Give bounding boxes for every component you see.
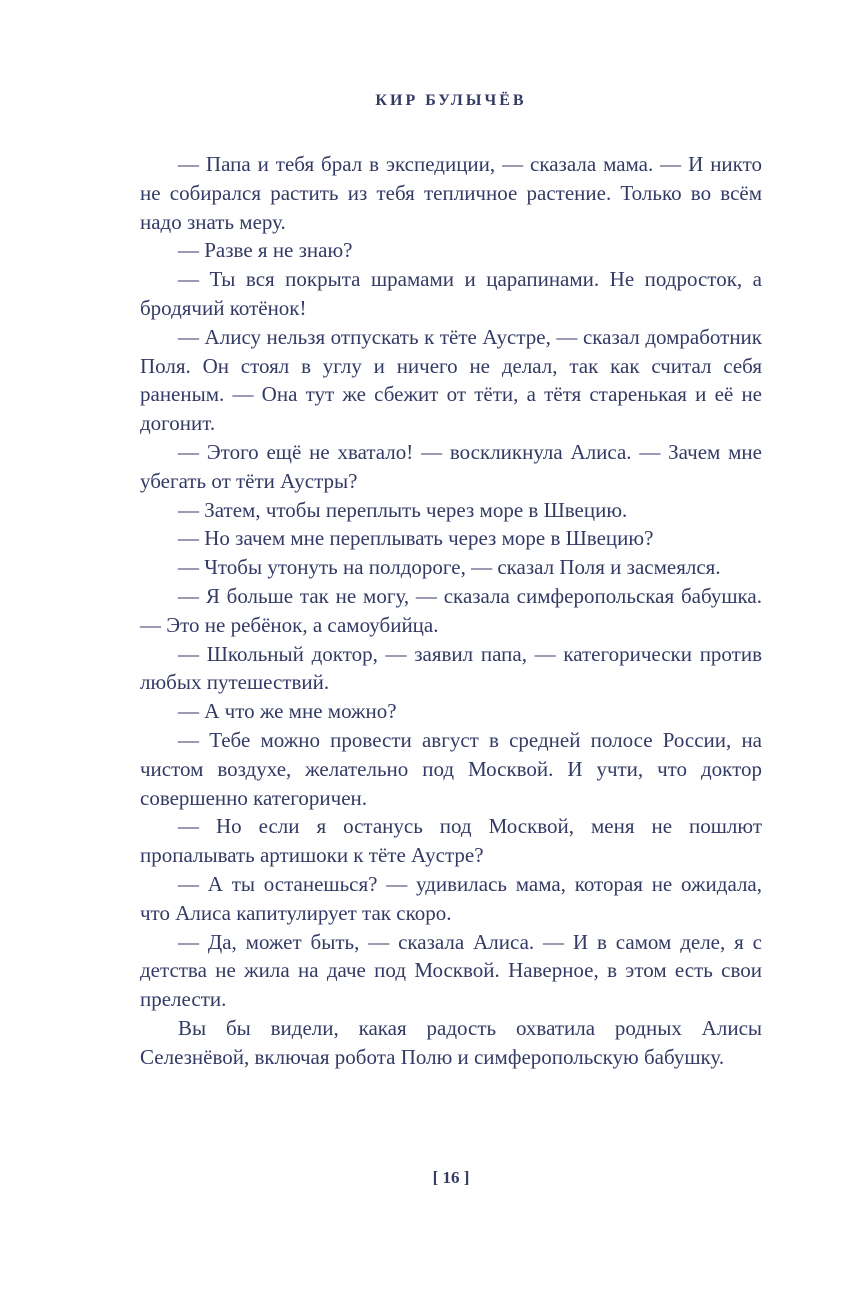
paragraph: — Но зачем мне переплывать через море в Швецию?: [178, 526, 654, 551]
paragraph: — Я больше так не могу, — сказала симферопольская бабушка. — Это не ребёнок, а самоубийца.: [140, 583, 762, 637]
paragraph: — А что же мне можно?: [178, 699, 397, 724]
paragraph: — Ты вся покрыта шрамами и царапинами. Не подросток, а бродячий котёнок!: [140, 267, 762, 320]
paragraph: — Но если я останусь под Москвой, меня не пошлют пропалывать артишоки к тёте Аустре?: [140, 814, 762, 868]
paragraph: — Школьный доктор, — заявил папа, — категорически против любых путешествий.: [140, 641, 762, 695]
paragraph: — Да, может быть, — сказала Алиса. — И в самом деле, я с детства не жила на даче под Москвой. Наверное, в этом есть свои прелести.: [140, 929, 762, 1012]
paragraph: — Разве я не знаю?: [178, 238, 353, 263]
paragraph: — А ты останешься? — удивилась мама, которая не ожидала, что Алиса капитулирует так скоро.: [140, 871, 762, 925]
paragraph: — Алису нельзя отпускать к тёте Аустре, — сказал домработник Поля. Он стоял в углу и ничего не делал, так как считал себя раненым. — Она тут же сбежит от тёти, а тётя старенькая и её не догонит.: [140, 324, 762, 436]
paragraph: — Тебе можно провести август в средней полосе России, на чистом воздухе, желательно под Москвой. И учти, что доктор совершенно категоричен.: [140, 727, 762, 810]
paragraph: — Чтобы утонуть на полдороге, — сказал Поля и засмеялся.: [178, 555, 721, 580]
page-number: [ 16 ]: [432, 1168, 470, 1187]
paragraph: — Папа и тебя брал в экспедиции, — сказала мама. — И никто не собирался растить из тебя тепличное растение. Только во всём надо знать меру.: [140, 152, 762, 234]
paragraph: — Этого ещё не хватало! — воскликнула Алиса. — Зачем мне убегать от тёти Аустры?: [140, 439, 762, 493]
running-header: КИР БУЛЫЧЁВ: [375, 92, 527, 109]
paragraph: — Затем, чтобы переплыть через море в Швецию.: [178, 497, 628, 522]
page-body: [140, 150, 762, 1072]
paragraph: Вы бы видели, какая радость охватила родных Алисы Селезнёвой, включая робота Полю и симферопольскую бабушку.: [140, 1015, 762, 1069]
